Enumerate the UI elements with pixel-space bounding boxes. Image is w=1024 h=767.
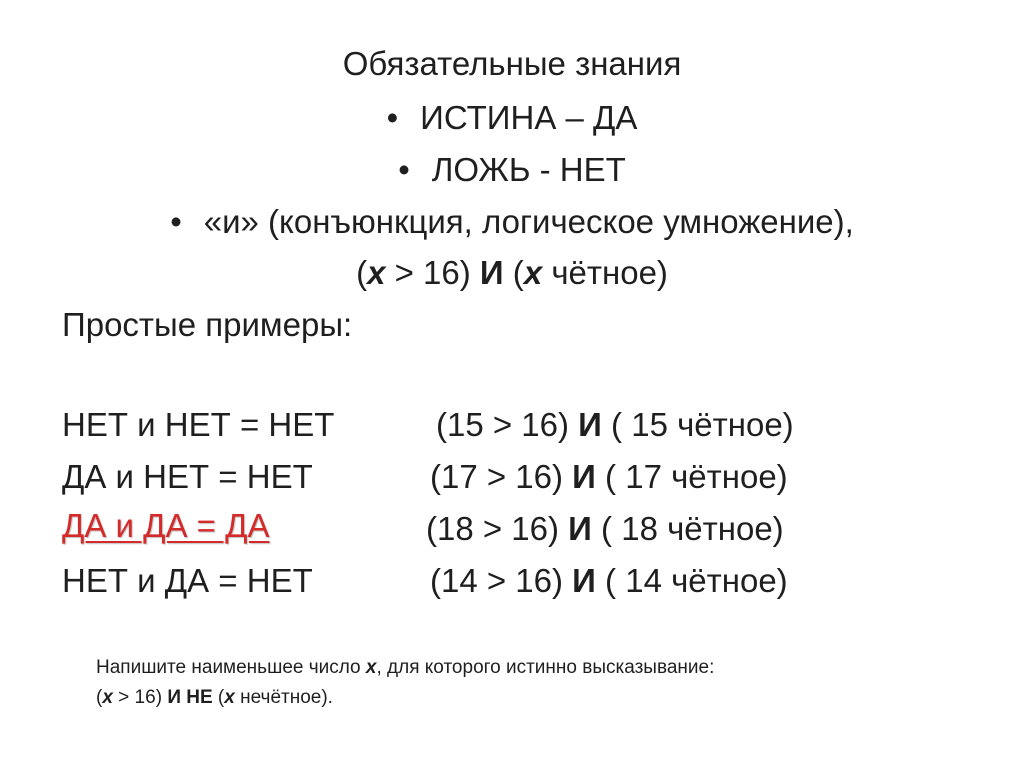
example-4-cond: (14 > 16) [430,562,573,599]
bullet-false [0,150,1024,190]
bullet-icon: • [398,151,410,188]
formula-op: И [479,254,504,291]
example-4-left: НЕТ и ДА = НЕТ [62,562,313,599]
example-4-op: И [572,562,596,599]
task-line-2 [96,683,333,713]
examples-heading: Простые примеры: [62,306,353,343]
formula-even: чётное) [542,254,668,291]
task-line2-gt: > 16) [112,687,168,708]
example-3-op: И [568,510,592,547]
bullet-and-text: «и» (конъюнкция, логическое умножение), [203,203,854,240]
example-2-left: ДА и НЕТ = НЕТ [62,458,313,495]
example-3-right [426,509,784,549]
bullet-icon: • [170,203,182,240]
example-2-op: И [572,458,596,495]
example-1-tail: ( 15 чётное) [601,406,794,443]
bullet-icon: • [386,99,399,136]
formula-x: x [367,254,386,291]
title-text: Обязательные знания [342,45,682,82]
example-3-cond: (18 > 16) [426,510,569,547]
example-2-cond: (17 > 16) [430,458,573,495]
example-2-tail: ( 17 чётное) [595,458,788,495]
task-line2-x: x [102,687,113,708]
example-3-tail: ( 18 чётное) [591,510,784,547]
bullet-false-text: ЛОЖЬ - НЕТ [431,151,626,188]
example-1-op: И [578,406,602,443]
task-line2-op: И НЕ [167,687,213,708]
example-2-right [430,457,788,497]
example-1-right [436,405,794,445]
task-line2-tail: нечётное). [234,687,333,708]
task-line1-x: x [365,657,377,678]
slide-title [0,44,1024,84]
task-line2-x2: x [224,687,235,708]
formula-open2: ( [503,254,524,291]
task-line-1 [96,653,714,683]
example-4-tail: ( 14 чётное) [595,562,788,599]
formula-open: ( [356,254,368,291]
conjunction-formula [0,253,1024,293]
task-line2-open: ( [96,687,103,708]
task-line1-pre: Напишите наименьшее число [96,657,366,678]
formula-x2: x [523,254,543,291]
bullet-truth-text: ИСТИНА – ДА [420,99,638,136]
bullet-truth [0,98,1024,138]
example-1-left: НЕТ и НЕТ = НЕТ [62,406,335,443]
example-1-cond: (15 > 16) [436,406,579,443]
example-3-left-highlighted: ДА и ДА = ДА [62,507,270,544]
task-line1-post: , для которого истинно высказывание: [376,657,715,678]
formula-gt16: > 16) [385,254,480,291]
task-line2-open2: ( [212,687,225,708]
example-4-right [430,561,788,601]
bullet-and [0,202,1024,242]
